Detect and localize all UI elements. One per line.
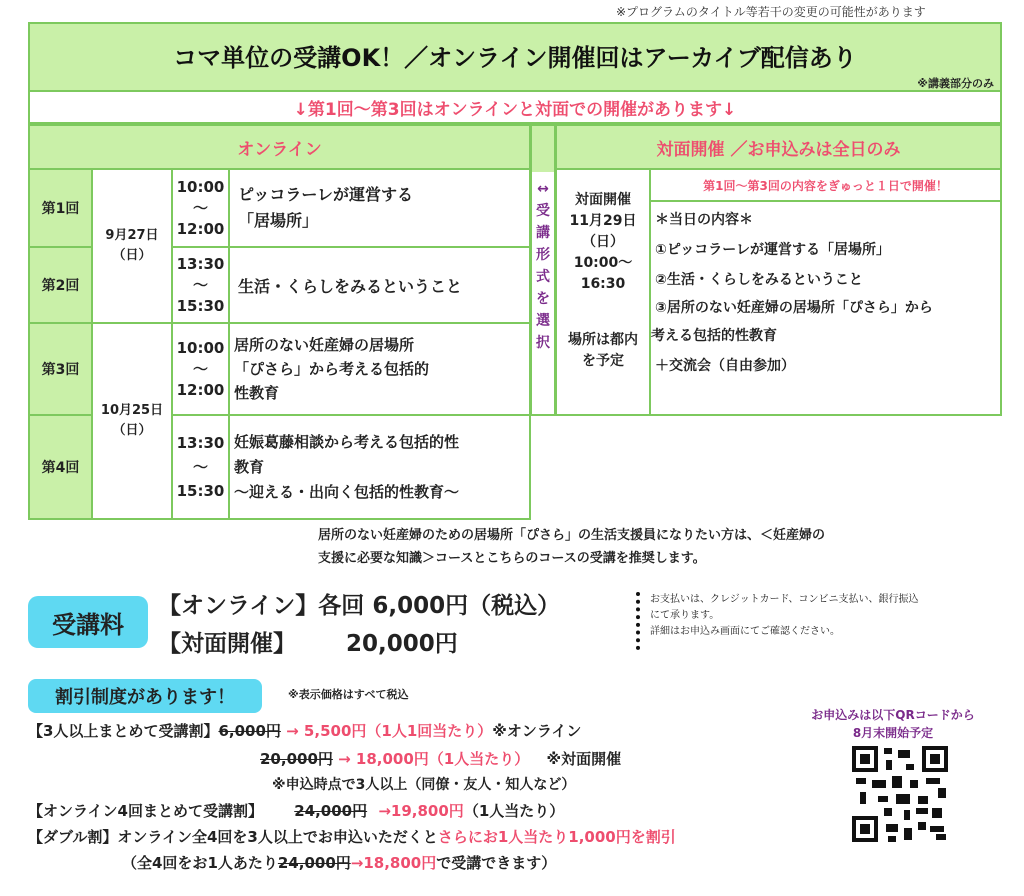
time-cell: 13:30 〜 15:30 — [171, 246, 230, 324]
discount-bundle: 【オンライン4回まとめて受講割】 24,000円 →19,800円（1人当たり） — [28, 802, 565, 820]
discount-group-online: 【3人以上まとめて受講割】6,000円 → 5,500円（1人1回当たり）※オンライン — [28, 722, 582, 740]
inperson-header — [555, 124, 1002, 170]
page-title: コマ単位の受講OK！／オンライン開催回はアーカイブ配信あり — [173, 44, 857, 72]
online-header-text: オンライン — [237, 139, 322, 160]
session-banner-text: ↓第1回〜第3回はオンラインと対面での開催があります↓ — [293, 99, 737, 120]
session-no: 第3回 — [28, 322, 93, 416]
session-title: 妊娠葛藤相談から考える包括的性 教育 〜迎える・出向く包括的性教育〜 — [228, 414, 531, 520]
online-header — [28, 124, 531, 170]
time-cell: 13:30 〜 15:30 — [171, 414, 230, 520]
session-banner — [28, 90, 1002, 124]
discount-double: 【ダブル割】オンライン全4回を3人以上でお申込いただくとさらにお1人当たり1,000円を割引 — [28, 828, 676, 846]
session-title: 生活・くらしをみるということ — [228, 246, 531, 324]
fee-online: 【オンライン】各回 6,000円（税込） — [158, 593, 561, 619]
session-title: 居所のない妊産婦の居場所 「ぴさら」から考える包括的 性教育 — [228, 322, 531, 416]
session-title: ピッコラーレが運営する 「居場所」 — [228, 168, 531, 248]
discount-group-inperson: 20,000円 → 18,000円（1人当たり） ※対面開催 — [260, 750, 622, 768]
fee-badge: 受講料 — [28, 596, 148, 648]
discount-note: ※表示価格はすべて税込 — [288, 688, 409, 701]
discount-badge: 割引制度があります！ — [28, 679, 262, 713]
qr-code[interactable] — [852, 746, 948, 842]
top-note: ※プログラムのタイトル等若干の変更の可能性があります — [616, 5, 926, 19]
dow-text: （日） — [112, 423, 152, 438]
date-cell — [91, 168, 173, 324]
payment-note: お支払いは、クレジットカード、コンビニ支払い、銀行振込 にて承ります。 詳細はお申込み画面にてご確認ください。 — [650, 594, 919, 637]
format-select-column — [530, 124, 556, 416]
date-text: 10月25日 — [100, 403, 164, 418]
inperson-header-text: 対面開催 ／お申込みは全日のみ — [656, 139, 901, 160]
discount-group-condition: ※申込時点で3人以上（同僚・友人・知人など） — [272, 777, 576, 793]
session-no: 第4回 — [28, 414, 93, 520]
dow-text: （日） — [112, 248, 152, 263]
inperson-content: ＊当日の内容＊ ①ピッコラーレが運営する「居場所」 ②生活・くらしをみるということ ③居所のない妊産婦の居場所「ぴさら」から 考える包括的性教育 ＋交流会（自由参加） — [649, 200, 1002, 416]
fee-inperson: 【対面開催】 20,000円 — [158, 631, 458, 657]
payment-divider — [636, 592, 640, 650]
header-banner — [28, 22, 1002, 92]
discount-double-detail: （全4回をお1人あたり24,000円→18,800円で受講できます） — [122, 854, 557, 872]
apply-text: お申込みは以下QRコードから 8月末開始予定 — [811, 708, 975, 740]
session-no: 第1回 — [28, 168, 93, 248]
date-cell — [91, 322, 173, 520]
time-cell: 10:00 〜 12:00 — [171, 322, 230, 416]
inperson-label-cell: 対面開催 11月29日 （日） 10:00〜 16:30 場所は都内 を予定 — [555, 168, 651, 416]
header-note: ※講義部分のみ — [917, 77, 994, 90]
session-no: 第2回 — [28, 246, 93, 324]
venue-text: 場所は都内 を予定 — [568, 332, 638, 369]
time-cell: 10:00 〜 12:00 — [171, 168, 230, 248]
format-select-label: ↔ 受 講 形 式 を 選 択 — [536, 181, 550, 351]
date-text: 9月27日 — [105, 228, 159, 243]
recommend-text: 居所のない妊産婦のための居場所「ぴさら」の生活支援員になりたい方は、＜妊産婦の 支援に必要な知識＞コースとこちらのコースの受講を推奨します。 — [318, 528, 826, 566]
inperson-subhead: 第1回〜第3回の内容をぎゅっと１日で開催！ — [649, 168, 1002, 202]
